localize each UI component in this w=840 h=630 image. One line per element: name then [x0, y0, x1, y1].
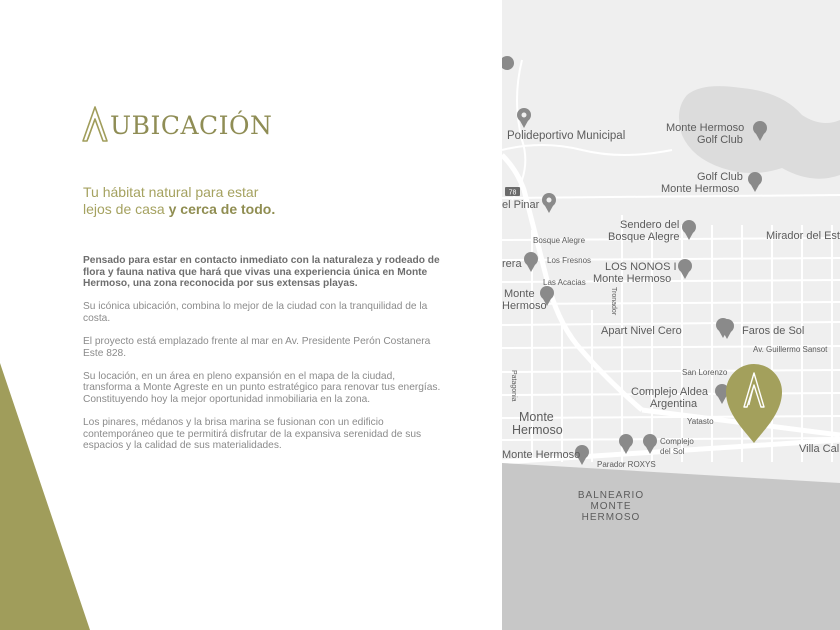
- label-complejo-sol: Complejo: [660, 437, 694, 446]
- label-golf-club-1b: Golf Club: [697, 134, 743, 146]
- subtitle: [83, 184, 443, 218]
- label-villa: Villa Cal: [799, 443, 840, 455]
- label-guillermo-sansot: Av. Guillermo Sansot: [753, 345, 828, 354]
- paragraph: El proyecto está emplazado frente al mar en Av. Presidente Perón Costanera Este 828.: [83, 335, 431, 359]
- label-complejo-aldea-b: Argentina: [650, 398, 698, 410]
- label-monte-hermoso-bottom: Monte Hermoso: [502, 449, 581, 461]
- title-text: UBICACIÓN: [110, 111, 273, 140]
- label-complejo-aldea: Complejo Aldea: [631, 386, 709, 398]
- label-parador-roxys: Parador ROXYS: [597, 460, 656, 469]
- label-los-nonos-b: Monte Hermoso: [593, 273, 672, 285]
- label-bosque-alegre: Bosque Alegre: [533, 236, 586, 245]
- label-golf-club-1: Monte Hermoso: [666, 122, 745, 134]
- label-faros-de-sol: Faros de Sol: [742, 325, 805, 337]
- label-patagonia: Patagonia: [510, 370, 517, 402]
- label-balneario-b: MONTE: [590, 501, 632, 512]
- label-sendero: Sendero del: [620, 219, 680, 231]
- label-el-pinar: el Pinar: [502, 199, 540, 211]
- label-san-lorenzo: San Lorenzo: [682, 368, 728, 377]
- page-title: [82, 102, 272, 142]
- label-monte-hermoso-big-b: Hermoso: [512, 423, 563, 437]
- a-logo-icon: [82, 106, 108, 142]
- label-polideportivo: Polideportivo Municipal: [507, 130, 626, 142]
- location-pin-icon[interactable]: [726, 364, 782, 443]
- label-los-nonos: LOS NONOS I: [605, 261, 677, 273]
- poi-pin: [748, 172, 762, 192]
- subtitle-line-2: [83, 201, 443, 218]
- label-balneario-c: HERMOSO: [581, 512, 641, 523]
- label-tronador: Tronador: [610, 287, 617, 316]
- poi-pin: [502, 56, 514, 70]
- paragraph-intro: Pensado para estar en contacto inmediato con la naturaleza y rodeado de flora y fauna nativa que hará que vivas una experiencia única en Monte Hermoso, una zona reconocida por sus extensas playas.: [83, 255, 440, 290]
- label-golf-club-2: Golf Club: [697, 171, 743, 183]
- paragraph: Los pinares, médanos y la brisa marina se fusionan con un edificio contemporáneo que te permitirá disfrutar de la expansiva serenidad de sus espacios y la calidad de sus materialidades.: [83, 416, 422, 452]
- subtitle-line-1: Tu hábitat natural para estar: [83, 184, 259, 200]
- label-rera: rera: [502, 258, 522, 270]
- map-canvas[interactable]: [502, 0, 840, 630]
- subtitle-regular: lejos de casa: [83, 201, 169, 217]
- route-label: 78: [508, 189, 517, 197]
- label-sendero-b: Bosque Alegre: [608, 231, 680, 243]
- poi-pin: [524, 252, 538, 272]
- label-balneario: BALNEARIO: [577, 490, 645, 501]
- poi-pin: [682, 220, 696, 240]
- description: [83, 255, 443, 463]
- label-monte-hermoso-big: Monte: [519, 410, 554, 424]
- sea: [502, 463, 840, 630]
- paragraph: Su locación, en un área en pleno expansión en el mapa de la ciudad, transforma a Monte Agreste en un punto estratégico para renovar tus energías. Constituyendo hoy la mejor oportunidad inmobiliaria en la zona.: [83, 370, 441, 405]
- label-mirador: Mirador del Est: [766, 230, 840, 242]
- label-yatasto: Yatasto: [687, 417, 714, 426]
- label-apart-nivel-cero: Apart Nivel Cero: [601, 325, 682, 337]
- label-monte-left: Monte: [504, 288, 535, 300]
- paragraph: Su icónica ubicación, combina lo mejor de la ciudad con la tranquilidad de la costa.: [83, 301, 428, 324]
- label-los-fresnos: Los Fresnos: [547, 256, 592, 265]
- subtitle-bold: y cerca de todo.: [168, 201, 276, 217]
- label-complejo-sol-b: del Sol: [660, 447, 685, 456]
- poi-pin: [542, 193, 556, 213]
- poi-pin: [678, 259, 692, 279]
- location-map[interactable]: [502, 0, 840, 630]
- label-golf-club-2b: Monte Hermoso: [661, 183, 740, 195]
- label-monte-left-b: Hermoso: [502, 300, 547, 312]
- label-las-acacias: Las Acacias: [543, 278, 586, 287]
